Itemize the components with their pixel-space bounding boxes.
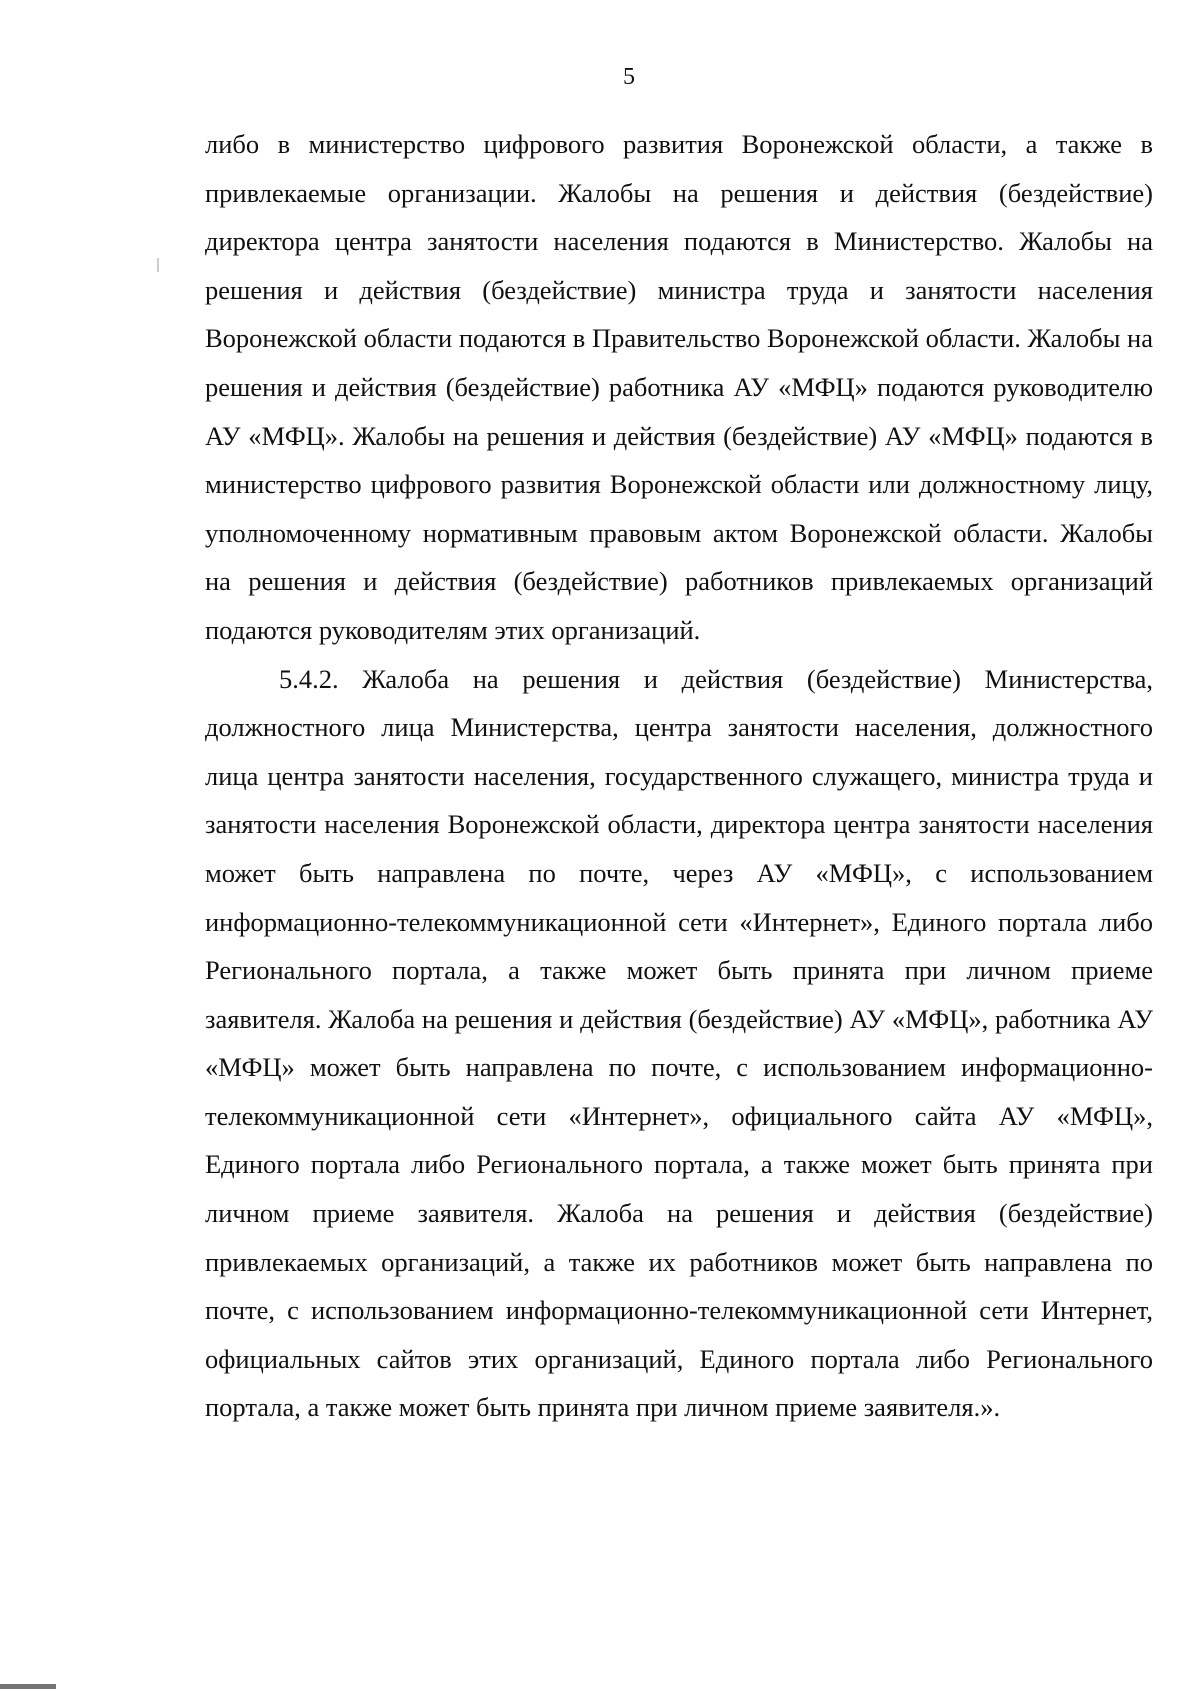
- page-number: 5: [623, 64, 635, 90]
- paragraph-5-4-2: 5.4.2. Жалоба на решения и действия (бездействие) Министерства, должностного лица Министерства, центра занятости населения, должностного лица центра занятости населения, государственного служащего, министра труда и занятости населения Воронежской области, директора центра занятости населения может быть направлена по почте, через АУ «МФЦ», с использованием информационно-телекоммуникационной сети «Интернет», Единого портала либо Регионального портала, а также может быть принята при личном приеме заявителя. Жалоба на решения и действия (бездействие) АУ «МФЦ», работника АУ «МФЦ» может быть направлена по почте, с использованием информационно-телекоммуникационной сети «Интернет», официального сайта АУ «МФЦ», Единого портала либо Регионального портала, а также может быть принята при личном приеме заявителя. Жалоба на решения и действия (бездействие) привлекаемых организаций, а также их работников может быть направлена по почте, с использованием информационно-телекоммуникационной сети Интернет, официальных сайтов этих организаций, Единого портала либо Регионального портала, а также может быть принята при личном приеме заявителя.».: [205, 663, 1153, 1423]
- paragraph-continuation: либо в министерство цифрового развития Воронежской области, а также в привлекаемые организации. Жалобы на решения и действия (бездействие) директора центра занятости населения подаются в Министерство. Жалобы на решения и действия (бездействие) министра труда и занятости населения Воронежской области подаются в Правительство Воронежской области. Жалобы на решения и действия (бездействие) работника АУ «МФЦ» подаются руководителю АУ «МФЦ». Жалобы на решения и действия (бездействие) АУ «МФЦ» подаются в министерство цифрового развития Воронежской области или должностному лицу, уполномоченному нормативным правовым актом Воронежской области. Жалобы на решения и действия (бездействие) работников привлекаемых организаций подаются руководителям этих организаций.: [205, 129, 1153, 645]
- document-body: [205, 120, 1153, 1432]
- scan-edge-mark: [0, 1684, 56, 1689]
- scan-artifact: [157, 258, 159, 272]
